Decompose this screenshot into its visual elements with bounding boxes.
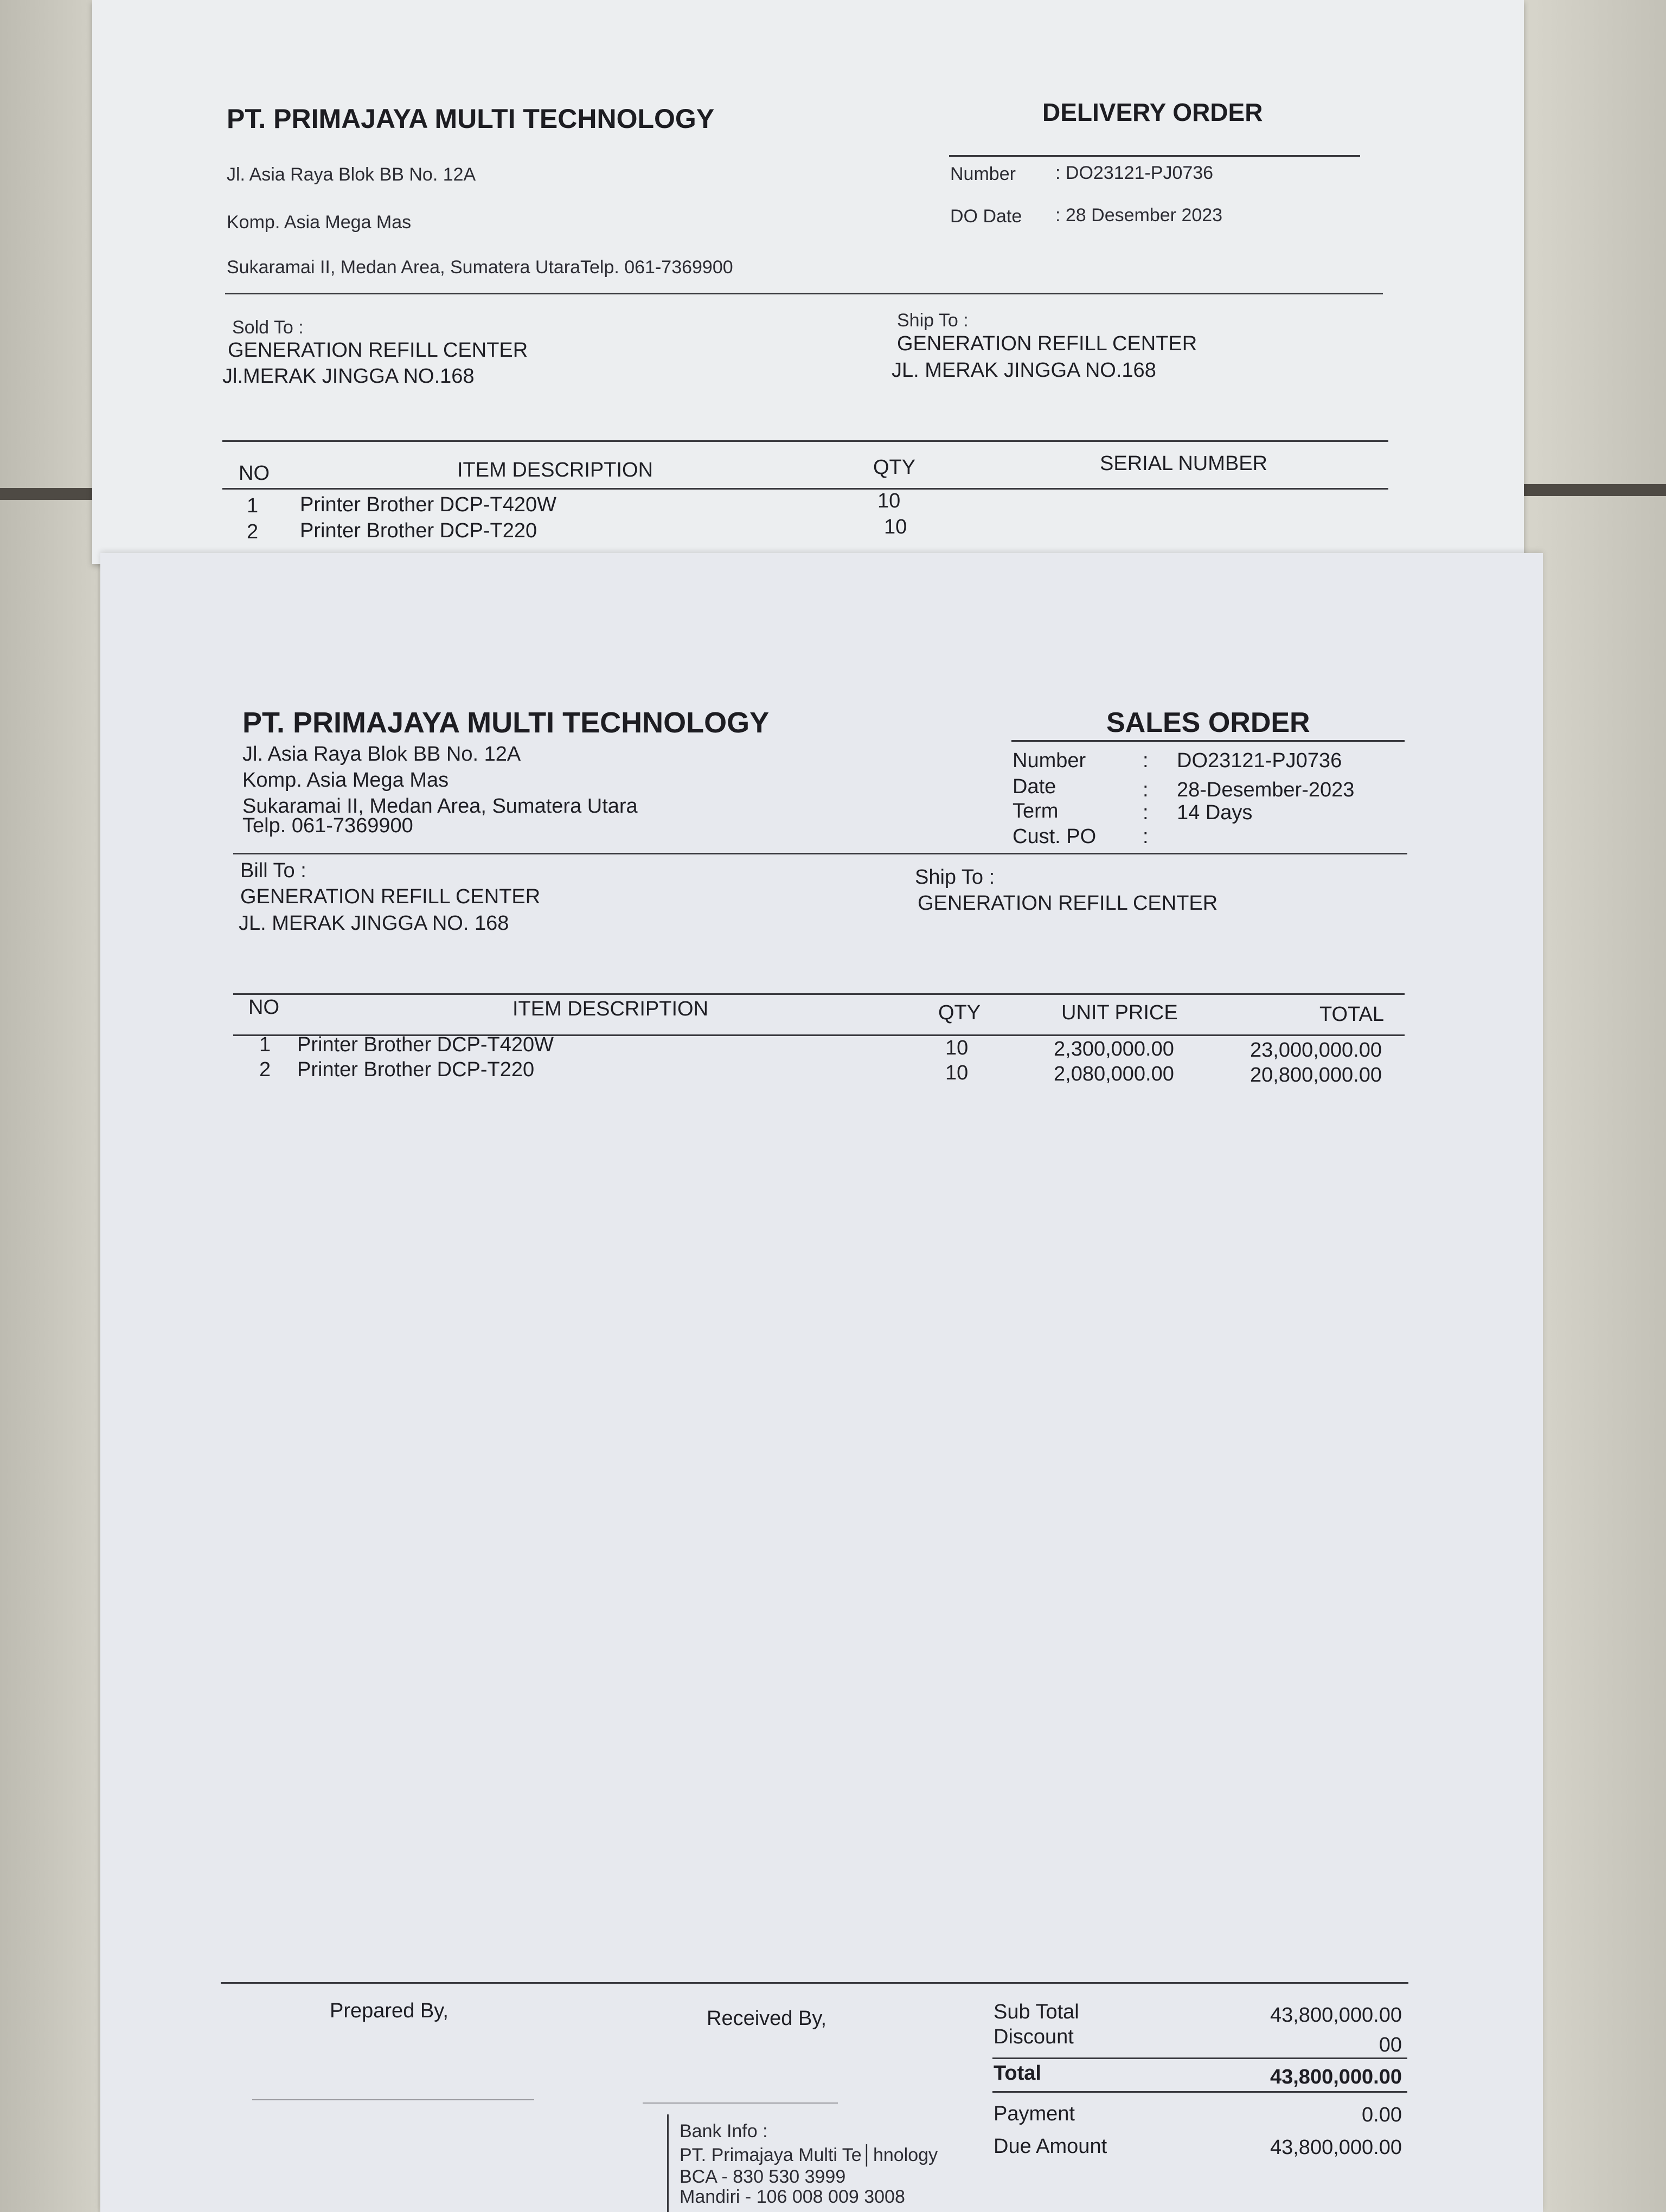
so-row1-total: 23,000,000.00 <box>1250 1039 1382 1062</box>
payment-value: 0.00 <box>1362 2104 1402 2126</box>
so-table-top-rule <box>233 993 1405 995</box>
so-date-label: Date <box>1013 775 1056 798</box>
do-title: DELIVERY ORDER <box>1042 98 1263 126</box>
so-title: SALES ORDER <box>1106 707 1310 738</box>
so-row1-desc: Printer Brother DCP-T420W <box>297 1033 554 1056</box>
bank-info-label: Bank Info : <box>680 2121 768 2142</box>
so-company-name: PT. PRIMAJAYA MULTI TECHNOLOGY <box>242 706 770 739</box>
do-row2-qty: 10 <box>884 516 907 538</box>
do-date-value: : 28 Desember 2023 <box>1055 205 1223 226</box>
so-address-line3: Sukaramai II, Medan Area, Sumatera Utara <box>242 795 638 818</box>
bank-info-bca: BCA - 830 530 3999 <box>680 2166 846 2187</box>
so-number-label: Number <box>1013 749 1086 772</box>
sales-order-sheet <box>100 553 1543 2212</box>
background-groove-left <box>0 488 95 500</box>
background-groove-right <box>1524 484 1666 496</box>
do-col-no: NO <box>239 462 270 485</box>
sub-total-label: Sub Total <box>994 2001 1079 2023</box>
payment-label: Payment <box>994 2102 1075 2125</box>
due-amount-label: Due Amount <box>994 2135 1107 2158</box>
prepared-by-signature-line <box>252 2099 534 2100</box>
do-row2-desc: Printer Brother DCP-T220 <box>300 519 537 542</box>
so-bill-to-address: JL. MERAK JINGGA NO. 168 <box>239 912 509 935</box>
sub-total-value: 43,800,000.00 <box>1270 2004 1402 2027</box>
so-row1-unit-price: 2,300,000.00 <box>1054 1038 1174 1060</box>
total-value: 43,800,000.00 <box>1270 2066 1402 2088</box>
do-row1-desc: Printer Brother DCP-T420W <box>300 493 557 516</box>
do-number-label: Number <box>950 164 1016 184</box>
do-sold-to-name: GENERATION REFILL CENTER <box>228 339 528 362</box>
so-title-rule <box>1011 740 1405 742</box>
do-address-line2: Komp. Asia Mega Mas <box>227 212 412 233</box>
do-ship-to-label: Ship To : <box>897 310 969 331</box>
do-table-top-rule <box>222 440 1388 442</box>
so-row2-total: 20,800,000.00 <box>1250 1064 1382 1086</box>
do-company-name: PT. PRIMAJAYA MULTI TECHNOLOGY <box>227 104 715 134</box>
so-col-total: TOTAL <box>1319 1003 1384 1026</box>
discount-label: Discount <box>994 2025 1074 2048</box>
so-number-colon: : <box>1143 749 1149 772</box>
do-header-rule <box>225 293 1383 294</box>
received-by-signature-line <box>643 2102 838 2104</box>
do-number-value: : DO23121-PJ0736 <box>1055 163 1214 183</box>
do-table-header-rule <box>222 488 1388 490</box>
do-row2-no: 2 <box>247 520 259 543</box>
do-address-line1: Jl. Asia Raya Blok BB No. 12A <box>227 164 476 185</box>
so-cust-po-colon: : <box>1143 825 1149 848</box>
do-sold-to-label: Sold To : <box>232 317 304 338</box>
so-col-unit-price: UNIT PRICE <box>1061 1001 1178 1024</box>
so-bill-to-label: Bill To : <box>240 859 306 882</box>
do-col-item-description: ITEM DESCRIPTION <box>457 459 653 481</box>
do-date-label: DO Date <box>950 206 1022 227</box>
so-col-no: NO <box>248 996 279 1019</box>
so-telephone: Telp. 061-7369900 <box>242 814 413 837</box>
bank-info-divider <box>667 2114 669 2212</box>
so-term-value: 14 Days <box>1177 801 1253 824</box>
so-footer-rule <box>221 1982 1408 1984</box>
do-col-qty: QTY <box>873 456 916 479</box>
bank-info-account-name: PT. Primajaya Multi Te│hnology <box>680 2145 938 2165</box>
so-row2-qty: 10 <box>945 1062 969 1084</box>
so-date-value: 28-Desember-2023 <box>1177 779 1355 801</box>
do-sold-to-address: Jl.MERAK JINGGA NO.168 <box>222 365 475 388</box>
discount-value: 00 <box>1379 2034 1402 2056</box>
due-amount-value: 43,800,000.00 <box>1270 2136 1402 2159</box>
so-row1-qty: 10 <box>945 1037 969 1059</box>
received-by-label: Received By, <box>707 2007 827 2030</box>
do-ship-to-address: JL. MERAK JINGGA NO.168 <box>892 359 1156 382</box>
totals-rule-bottom <box>992 2091 1407 2093</box>
delivery-order-sheet <box>92 0 1524 564</box>
do-ship-to-name: GENERATION REFILL CENTER <box>897 332 1197 355</box>
so-row2-desc: Printer Brother DCP-T220 <box>297 1058 535 1081</box>
do-title-rule <box>949 155 1360 157</box>
do-row1-qty: 10 <box>877 490 901 512</box>
so-cust-po-label: Cust. PO <box>1013 825 1097 848</box>
so-number-value: DO23121-PJ0736 <box>1177 749 1342 772</box>
so-ship-to-label: Ship To : <box>915 866 995 889</box>
so-row2-no: 2 <box>259 1058 271 1081</box>
so-term-label: Term <box>1013 800 1059 822</box>
so-address-line1: Jl. Asia Raya Blok BB No. 12A <box>242 743 521 766</box>
so-bill-to-name: GENERATION REFILL CENTER <box>240 885 541 908</box>
total-label: Total <box>994 2062 1041 2085</box>
totals-rule-top <box>992 2057 1407 2059</box>
do-row1-no: 1 <box>247 494 259 517</box>
so-col-item-description: ITEM DESCRIPTION <box>512 998 709 1020</box>
so-date-colon: : <box>1143 779 1149 801</box>
so-address-line2: Komp. Asia Mega Mas <box>242 769 449 792</box>
bank-info-mandiri: Mandiri - 106 008 009 3008 <box>680 2187 905 2207</box>
so-term-colon: : <box>1143 801 1149 824</box>
so-row2-unit-price: 2,080,000.00 <box>1054 1063 1174 1085</box>
so-row1-no: 1 <box>259 1033 271 1056</box>
so-ship-to-name: GENERATION REFILL CENTER <box>918 892 1218 915</box>
so-header-rule <box>233 853 1407 854</box>
do-col-serial-number: SERIAL NUMBER <box>1100 452 1267 475</box>
do-address-line3: Sukaramai II, Medan Area, Sumatera UtaraTelp. 061-7369900 <box>227 257 733 278</box>
prepared-by-label: Prepared By, <box>330 1999 448 2022</box>
so-col-qty: QTY <box>938 1001 981 1024</box>
background-left <box>0 0 98 2212</box>
